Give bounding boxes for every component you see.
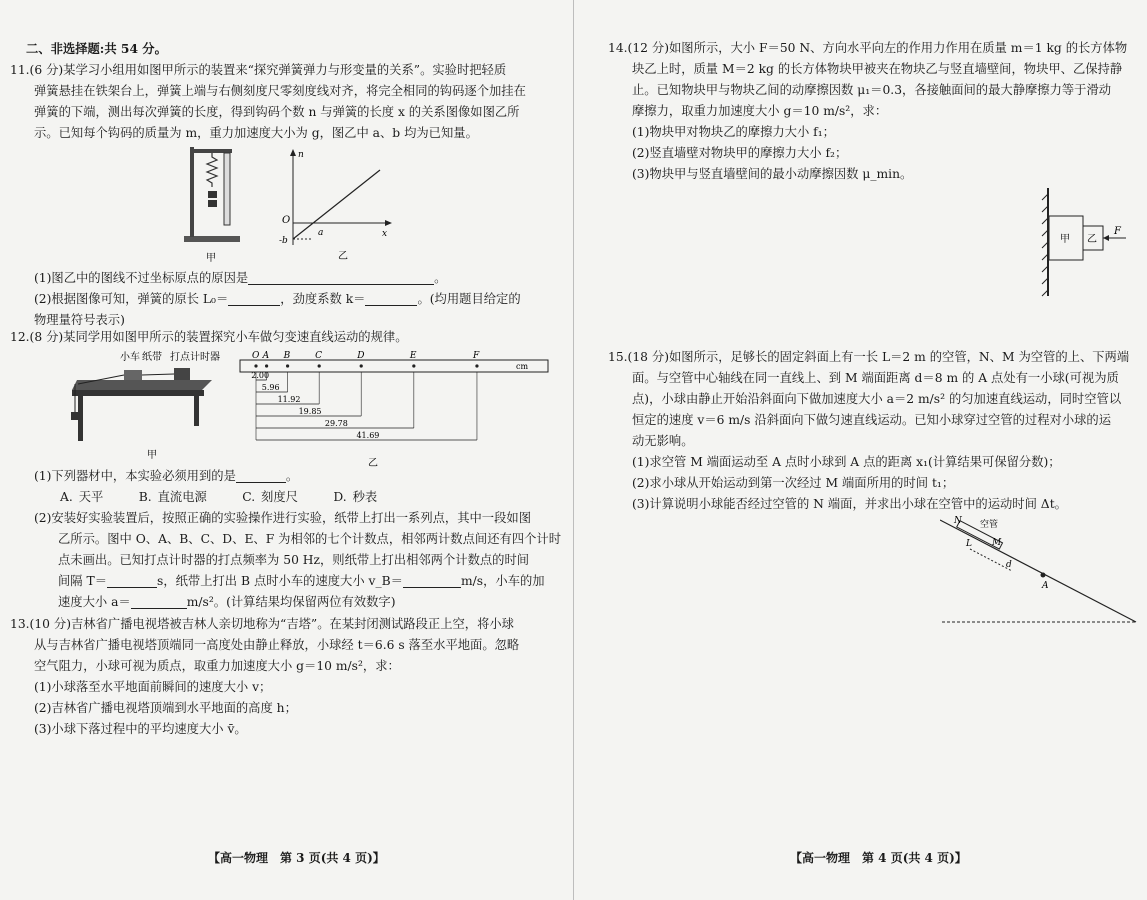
footer-left: 【高一物理 第 3 页(共 4 页)】 <box>208 851 385 865</box>
weight <box>208 191 217 198</box>
q11-sub1-end: 。 <box>434 271 447 285</box>
graph-line <box>293 170 380 239</box>
measure-value: 41.69 <box>356 431 380 440</box>
q15-line: (2)求小球从开始运动到第一次经过 M 端面所用的时间 t₁； <box>632 476 955 490</box>
q11-line: 11.(6 分)某学习小组用如图甲所示的装置来“探究弹簧弹力与形变量的关系”。实验时把轻质 <box>10 63 507 77</box>
axis-label-n: n <box>298 150 304 160</box>
q15-figure <box>940 512 1140 630</box>
q11-line: 弹簧悬挂在铁架台上，弹簧上端与右侧刻度尺零刻度线对齐，将完全相同的钩码逐个加挂在 <box>34 84 526 98</box>
q12-subquestions <box>34 466 564 613</box>
ruler <box>224 153 230 225</box>
measure-value: 11.92 <box>277 395 301 404</box>
question-15 <box>608 347 1138 515</box>
point-a-label: a <box>318 228 324 238</box>
answer-blank[interactable] <box>365 291 417 306</box>
tape-point-label: D <box>357 351 365 361</box>
stand-pole <box>190 147 194 237</box>
axis-label-x: x <box>382 229 388 239</box>
force-label: F <box>1114 226 1121 237</box>
label-a: A <box>1042 581 1049 591</box>
label-m: M <box>992 538 1002 548</box>
answer-blank[interactable] <box>107 573 157 588</box>
measure-value: 19.85 <box>298 407 322 416</box>
q15-line: 15.(18 分)如图所示，足够长的固定斜面上有一长 L＝2 m 的空管，N、M 为空管的上、下两端 <box>608 350 1130 364</box>
q11-sub1: (1)图乙中的图线不过坐标原点的原因是 <box>34 271 249 285</box>
tape-point-dot <box>318 364 321 367</box>
q11-subquestions <box>34 268 564 331</box>
q11-figure-jia <box>178 143 248 268</box>
hanging-weight <box>71 412 79 420</box>
spring <box>207 153 217 187</box>
q14-line: (3)物块甲与竖直墙壁间的最小动摩擦因数 μ_min。 <box>632 167 913 181</box>
q12-sub1-end: 。 <box>285 469 299 483</box>
q12-sub1: (1)下列器材中，本实验必须用到的是 <box>34 469 236 483</box>
q12-a-end: m/s²。(计算结果均保留两位有效数字) <box>186 595 396 609</box>
tape <box>142 374 174 375</box>
q14-line: 止。已知物块甲与物块乙间的动摩擦因数 μ₁＝0.3，各接触面间的最大静摩擦力等于滑动 <box>632 83 1112 97</box>
q12-vb-label: s，纸带上打出 B 点时小车的速度大小 v_B＝ <box>157 574 403 588</box>
q12-sub2-line: 点未画出。已知打点计时器的打点频率为 50 Hz，则纸带上打出相邻两个计数点的时间 <box>58 553 530 567</box>
option-b: B. 直流电源 <box>138 490 207 504</box>
answer-blank[interactable] <box>236 468 286 483</box>
q15-line: 动无影响。 <box>632 434 694 448</box>
stand-arm <box>190 149 232 153</box>
tape-point-label: F <box>472 351 480 361</box>
cart <box>124 370 142 380</box>
q13-line: 空气阻力，小球可视为质点，取重力加速度大小 g＝10 m/s²，求： <box>34 659 400 673</box>
tape-point-label: B <box>283 351 291 361</box>
section-header: 二、非选择题:共 54 分。 <box>26 41 167 56</box>
weight <box>208 200 217 207</box>
q11-figure-yi <box>278 145 398 265</box>
q12-figure-jia <box>42 350 222 465</box>
q13-line: (1)小球落至水平地面前瞬间的速度大小 v； <box>34 680 272 694</box>
answer-blank[interactable] <box>228 291 280 306</box>
q13-line: 从与吉林省广播电视塔顶端同一高度处由静止释放，小球经 t＝6.6 s 落至水平地面。忽略 <box>34 638 520 652</box>
q14-line: 块乙上时，质量 M＝2 kg 的长方体物块甲被夹在物块乙与竖直墙壁间，物块甲、乙保持静 <box>632 62 1123 76</box>
q11-sub2-mid: ，劲度系数 k＝ <box>280 292 366 306</box>
timer-device <box>174 368 190 380</box>
question-14 <box>608 38 1138 185</box>
measure-value: 29.78 <box>324 419 348 428</box>
q15-line: 点)，小球由静止开始沿斜面向下做加速度大小 a＝2 m/s² 的匀加速直线运动，同时空管以 <box>632 392 1122 406</box>
tape-point-label: A <box>262 351 270 361</box>
q15-line: (1)求空管 M 端面运动至 A 点时小球到 A 点的距离 x₁(计算结果可保留分数)； <box>632 455 1061 469</box>
q11-sub2: (2)根据图像可知，弹簧的原长 L₀＝ <box>34 292 229 306</box>
measure-value: 2.00 <box>251 371 270 380</box>
option-c: C. 刻度尺 <box>242 490 298 504</box>
label-timer: 打点计时器 <box>170 352 220 363</box>
answer-blank[interactable] <box>403 573 461 588</box>
label-tape: 纸带 <box>142 352 162 363</box>
q14-line: 摩擦力，取重力加速度大小 g＝10 m/s²，求： <box>632 104 888 118</box>
tape-point-dot <box>360 364 363 367</box>
q15-line: 面。与空管中心轴线在同一直线上、到 M 端面距离 d＝8 m 的 A 点处有一小球(可视为质 <box>632 371 1119 385</box>
footer-right: 【高一物理 第 4 页(共 4 页)】 <box>790 851 967 865</box>
fig-yi-label: 乙 <box>338 251 348 262</box>
origin-label: O <box>282 215 291 226</box>
q15-line: (3)计算说明小球能否经过空管的 N 端面，并求出小球在空管中的运动时间 Δt。 <box>632 497 1067 511</box>
q12-t-label: 间隔 T＝ <box>58 574 108 588</box>
label-car: 小车 <box>120 352 140 363</box>
tape-point-label: O <box>252 351 260 361</box>
label-tube: 空管 <box>980 520 999 530</box>
q13-line: (2)吉林省广播电视塔顶端到水平地面的高度 h； <box>34 701 297 715</box>
q11-line: 弹簧的下端，测出每次弹簧的长度，得到钩码个数 n 与弹簧的长度 x 的关系图像如图乙所 <box>34 105 520 119</box>
tape-unit: cm <box>516 362 529 371</box>
fig-jia-label: 甲 <box>206 253 216 264</box>
ball <box>1041 573 1046 578</box>
q15-line: 恒定的速度 v＝6 m/s 沿斜面向下做匀速直线运动。已知小球穿过空管的过程对小球的运 <box>632 413 1112 427</box>
question-11 <box>10 60 565 144</box>
block-yi-label: 乙 <box>1087 234 1097 245</box>
q11-sub2-end: 。(均用题目给定的 <box>417 292 521 306</box>
q12-sub2-line: (2)安装好实验装置后，按照正确的实验操作进行实验，纸带上打出一系列点，其中一段如图 <box>34 511 531 525</box>
block-jia-label: 甲 <box>1060 234 1070 245</box>
n-axis-arrow <box>290 149 296 156</box>
option-d: D. 秒表 <box>333 490 378 504</box>
fig-jia-label: 甲 <box>147 450 157 461</box>
label-d: d <box>1006 560 1012 570</box>
q13-line: (3)小球下落过程中的平均速度大小 v̄。 <box>34 722 247 736</box>
table-leg <box>194 396 199 426</box>
q12-intro: 12.(8 分)某同学用如图甲所示的装置探究小车做匀变速直线运动的规律。 <box>10 330 408 344</box>
fig-yi-label: 乙 <box>368 458 378 468</box>
option-a: A. 天平 <box>60 490 104 504</box>
force-arrow-icon <box>1103 235 1109 241</box>
label-n: N <box>954 516 962 526</box>
point-b-label: -b <box>279 236 288 246</box>
tape-measures <box>251 371 477 440</box>
answer-blank[interactable] <box>131 594 187 609</box>
tape-point-dot <box>286 364 289 367</box>
q14-figure <box>1040 184 1140 299</box>
tape-point-label: E <box>409 351 417 361</box>
x-axis-arrow <box>385 220 392 226</box>
q11-sub2-line2: 物理量符号表示) <box>34 313 125 327</box>
q14-line: (1)物块甲对物块乙的摩擦力大小 f₁； <box>632 125 835 139</box>
tape-point-dot <box>254 364 257 367</box>
question-13 <box>10 614 565 740</box>
tape-points <box>252 351 480 368</box>
q13-line: 13.(10 分)吉林省广播电视塔被吉林人亲切地称为“吉塔”。在某封闭测试路段正上空，将小球 <box>10 617 514 631</box>
q14-line: 14.(12 分)如图所示，大小 F＝50 N、方向水平向左的作用力作用在质量 m＝1 kg 的长方体物 <box>608 41 1128 55</box>
label-l: L <box>966 539 972 549</box>
answer-blank[interactable] <box>248 270 434 285</box>
q12-figure-yi <box>238 350 558 468</box>
q12-a-label: 速度大小 a＝ <box>58 595 131 609</box>
tape-point-dot <box>412 364 415 367</box>
q12-sub2-line: 乙所示。图中 O、A、B、C、D、E、F 为相邻的七个计数点，相邻两计数点间还有四个计时 <box>58 532 561 546</box>
tape-point-dot <box>265 364 268 367</box>
table-edge <box>72 390 204 396</box>
q11-line: 示。已知每个钩码的质量为 m，重力加速度大小为 g，图乙中 a、b 均为已知量。 <box>34 126 478 140</box>
tape-point-dot <box>475 364 478 367</box>
incline <box>940 520 1136 622</box>
q14-line: (2)竖直墙壁对物块甲的摩擦力大小 f₂； <box>632 146 848 160</box>
measure-value: 5.96 <box>261 383 280 392</box>
q12-a-lead: m/s，小车的加 <box>460 574 545 588</box>
tape-point-label: C <box>315 351 323 361</box>
